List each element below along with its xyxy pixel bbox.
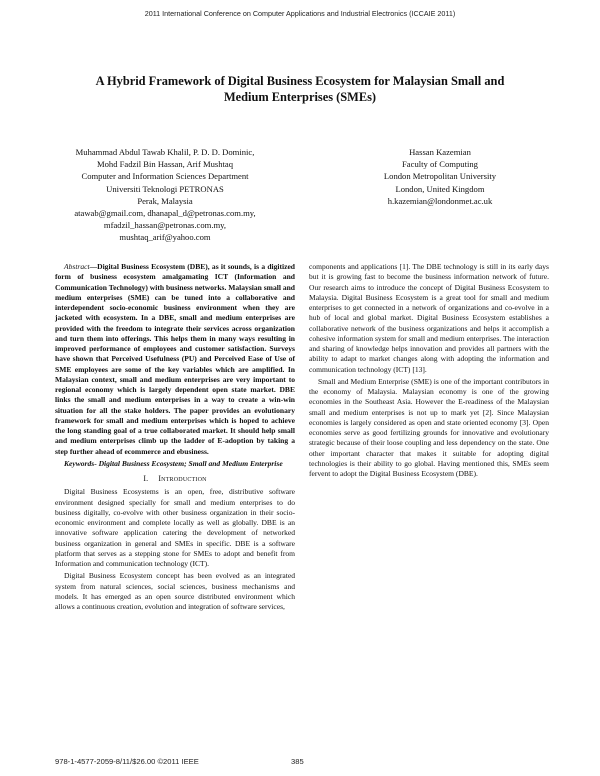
footer-isbn: 978-1-4577-2059-8/11/$26.00 ©2011 IEEE xyxy=(55,757,199,766)
intro-paragraph-2: Digital Business Ecosystem concept has been evolved as an integrated system from natural sciences, social sciences, business mechanisms and models. It has emerged as an open source distributed environment which allows a continuous creation, evolution and integration of software services, xyxy=(55,571,295,611)
author-email-right: h.kazemian@londonmet.ac.uk xyxy=(387,195,493,206)
page-number: 385 xyxy=(291,757,304,766)
section-number: I. xyxy=(143,474,149,483)
keywords: Keywords- Digital Business Ecosystem; Small and Medium Enterprise xyxy=(64,458,283,468)
author-names-2: Mohd Fadzil Bin Hassan, Arif Mushtaq xyxy=(96,159,234,170)
paper-title xyxy=(40,73,560,105)
author-name-right: Hassan Kazemian xyxy=(409,147,471,157)
author-faculty-right: Faculty of Computing xyxy=(402,159,478,170)
section-heading xyxy=(55,474,295,484)
conference-header: 2011 International Conference on Computer Applications and Industrial Electronics (ICCAIE 2011) xyxy=(144,9,456,18)
right-column xyxy=(309,262,549,479)
authors-right-block xyxy=(320,146,560,207)
abstract xyxy=(55,262,295,457)
abstract-label: Abstract xyxy=(64,262,90,271)
author-university: Universiti Teknologi PETRONAS xyxy=(106,183,224,194)
section-title: Introduction xyxy=(158,474,207,483)
author-university-right: London Metropolitan University xyxy=(383,171,497,182)
author-emails-3: mushtaq_arif@yahoo.com xyxy=(119,232,211,243)
author-department: Computer and Information Sciences Department xyxy=(81,171,249,182)
right-paragraph-2: Small and Medium Enterprise (SME) is one of the important contributors in the economy of Malaysia. Malaysian economy is one of the growing economies in the Southeast Asia. However the E-readiness of the Malaysian small and medium enterprises is not up to mark yet [2]. Since Malaysian economies is largely considered as open and state oriented economy [3]. Open economies serve as good fertilizing grounds for innovative and evolutionary strategic because of their loose coupling and less dependency on the state. One other important character that makes it suitable for adopting digital technologies is their ability to go global. Having mentioned this, SMEs seem fervent to adopt the Digital Business Ecosystem (DBE). xyxy=(309,376,549,478)
author-location-right: London, United Kingdom xyxy=(395,183,485,194)
authors-left-block xyxy=(30,146,300,244)
author-location: Perak, Malaysia xyxy=(137,195,193,206)
author-emails-1: atawab@gmail.com, dhanapal_d@petronas.com.my, xyxy=(74,208,256,219)
author-names-1: Muhammad Abdul Tawab Khalil, P. D. D. Dominic, xyxy=(75,147,255,157)
title-line-1: A Hybrid Framework of Digital Business Ecosystem for Malaysian Small and xyxy=(95,74,505,88)
abstract-text: —Digital Business Ecosystem (DBE), as it sounds, is a digitized form of business ecosystem amalgamating ICT (Information and Communication Technology) with business networks. Malaysian small and medium enterprises (SME) can be tuned into a collaborative and interdependent socio-economic business environment when they are jacketed with ecosystem. In a DBE, small and medium enterprises are provided with the freedom to integrate their services across organization and turn them into offerings. This helps them in many ways resulting in improved performance of employees and customer satisfaction. Surveys have shown that Perceived Usefulness (PU) and Perceived Ease of Use of SME employees are some of the key variables which are amplified. In Malaysian context, small and medium enterprises are very important to regional economy which is largely dependent open state market. DBE links the small and medium enterprises in a way to create a win-win situation for all the stake holders. The paper provides an evolutionary framework for small and medium enterprises which is hoped to achieve the long standing goal of a true collaborated market. It should help small and medium enterprises climb up the ladder of E-adoption by taking a step further ahead of ecommerce and ebusiness. xyxy=(55,262,295,456)
intro-paragraph-1: Digital Business Ecosystems is an open, free, distributive software environment designed specially for small and medium enterprises to do business digitally, co-evolve with other business organization in their socio-economic environment and complete locally as well as globally. DBE is an innovative software application catering the development of networked business organization in general and SMEs in specific. DBE is a software platform that serves as a stepping stone for SMEs to adopt and benefit from Information and communication technology (ICT). xyxy=(55,487,295,568)
author-emails-2: mfadzil_hassan@petronas.com.my, xyxy=(103,220,227,231)
right-paragraph-1: components and applications [1]. The DBE technology is still in its early days but it is growing fast to become the business information network of future. Our research aims to introduce the concept of Digital Business Ecosystem to Malaysia. Digital Business Ecosystem is a great tool for small and medium enterprises to get connected in a network of organizations and co-evolve in a hub of local and global market. Digital Business Ecosystem establishes a collaborative network of the business organizations and helps it accomplish a cohesive information system for small and medium enterprises. The interaction and sharing of knowledge helps innovation and provides all partners with the ability to adapt to market changes along with adopting the information and communication technology (ICT) [13]. xyxy=(309,262,549,374)
title-line-2: Medium Enterprises (SMEs) xyxy=(223,90,377,104)
left-column xyxy=(55,262,295,612)
